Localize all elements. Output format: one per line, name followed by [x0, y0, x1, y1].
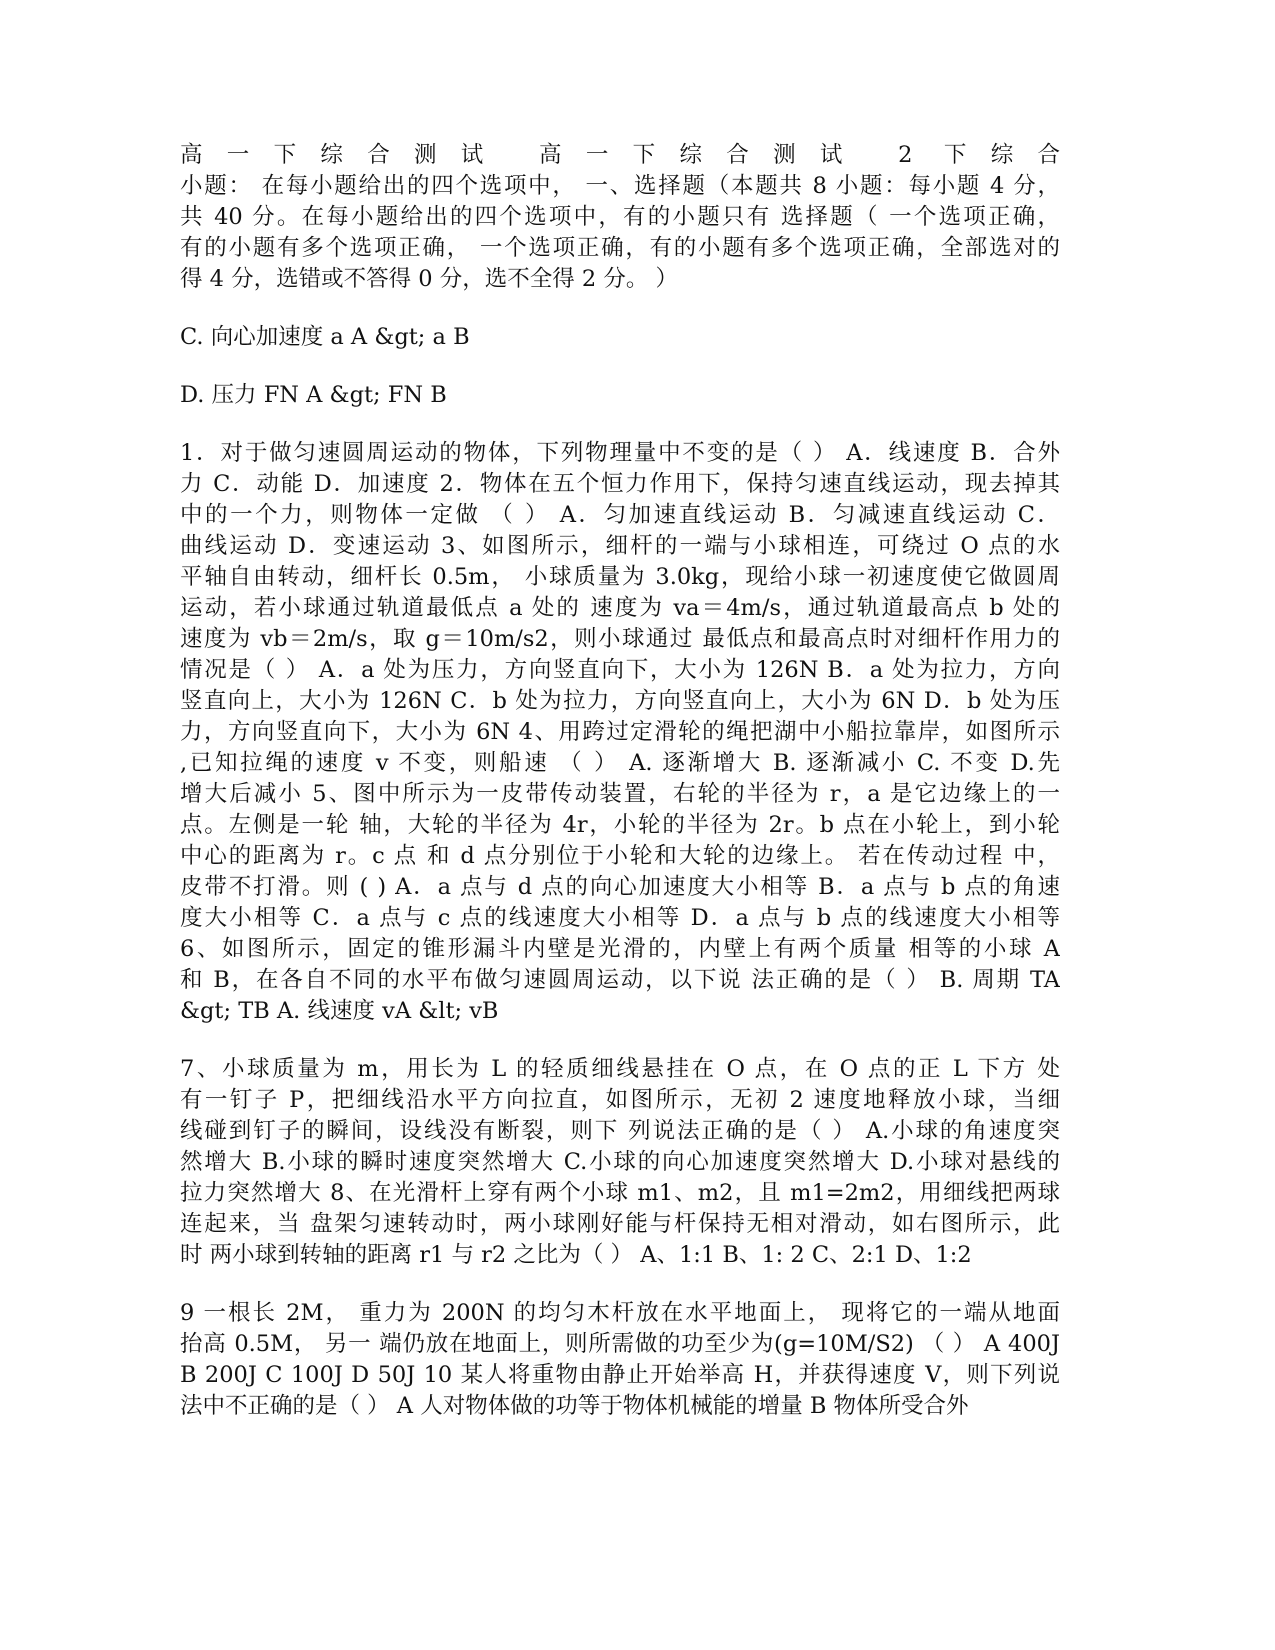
- text-line: 得 4 分，选错或不答得 0 分，选不全得 2 分。 ）: [180, 266, 679, 292]
- text-line: 连起来，当 盘架匀速转动时，两小球刚好能与杆保持无相对滑动，如右图所示，此: [180, 1211, 1060, 1237]
- text-line: 点。左侧是一轮 轴，大轮的半径为 4r，小轮的半径为 2r。b 点在小轮上，到小轮: [180, 812, 1060, 838]
- paragraph-gap: [180, 1271, 1060, 1298]
- text-line: 1．对于做匀速圆周运动的物体，下列物理量中不变的是（ ） A．线速度 B．合外: [180, 440, 1060, 466]
- paragraph-gap: [180, 353, 1060, 380]
- text-line: 运动，若小球通过轨道最低点 a 处的 速度为 va＝4m/s，通过轨道最高点 b 处的: [180, 595, 1060, 621]
- text-line: 中的一个力，则物体一定做 （ ） A．匀加速直线运动 B．匀减速直线运动 C．: [180, 502, 1060, 528]
- text-line: 速度为 vb＝2m/s，取 g＝10m/s2，则小球通过 最低点和最高点时对细杆作用力的: [180, 626, 1060, 652]
- text-line: 皮带不打滑。则 ( ) A．a 点与 d 点的向心加速度大小相等 B．a 点与 b 点的角速: [180, 874, 1060, 900]
- text-line: 有一钉子 P，把细线沿水平方向拉直，如图所示，无初 2 速度地释放小球，当细: [180, 1087, 1060, 1113]
- text-line: 度大小相等 C．a 点与 c 点的线速度大小相等 D．a 点与 b 点的线速度大小相等: [180, 905, 1060, 931]
- text-line: B 200J C 100J D 50J 10 某人将重物由静止开始举高 H，并获得速度 V，则下列说: [180, 1362, 1060, 1388]
- text-line: D. 压力 FN A &gt; FN B: [180, 382, 447, 408]
- text-line: 时 两小球到转轴的距离 r1 与 r2 之比为（ ） A、1:1 B、1: 2 C、2:1 D、1:2: [180, 1242, 972, 1268]
- text-line: 9 一根长 2M， 重力为 200N 的均匀木杆放在水平地面上， 现将它的一端从地面: [180, 1300, 1060, 1326]
- text-line: 中心的距离为 r。c 点 和 d 点分别位于小轮和大轮的边缘上。 若在传动过程 中，: [180, 843, 1060, 869]
- text-line: 6、如图所示，固定的锥形漏斗内壁是光滑的，内壁上有两个质量 相等的小球 A: [180, 936, 1060, 962]
- text-line: 力 C．动能 D．加速度 2．物体在五个恒力作用下，保持匀速直线运动，现去掉其: [180, 471, 1060, 497]
- text-line: 平轴自由转动，细杆长 0.5m， 小球质量为 3.0kg，现给小球一初速度使它做圆周: [180, 564, 1060, 590]
- text-line: 竖直向上，大小为 126N C．b 处为拉力，方向竖直向上，大小为 6N D．b 处为压: [180, 688, 1060, 714]
- text-line: ,已知拉绳的速度 v 不变，则船速 （ ） A. 逐渐增大 B. 逐渐减小 C. 不变 D.先: [180, 750, 1060, 776]
- paragraph-gap: [180, 411, 1060, 438]
- text-line: 小题： 在每小题给出的四个选项中， 一、选择题（本题共 8 小题：每小题 4 分，: [180, 173, 1060, 199]
- text-line: 7、小球质量为 m，用长为 L 的轻质细线悬挂在 O 点，在 O 点的正 L 下方 处: [180, 1056, 1060, 1082]
- text-line: 法中不正确的是（ ） A 人对物体做的功等于物体机械能的增量 B 物体所受合外: [180, 1393, 969, 1419]
- text-line: 然增大 B.小球的瞬时速度突然增大 C.小球的向心加速度突然增大 D.小球对悬线的: [180, 1149, 1060, 1175]
- document-title: 高一下综合测试 高一下综合测试 2 下综合: [180, 142, 1060, 168]
- document-page: [180, 140, 1060, 1422]
- text-line: 增大后减小 5、图中所示为一皮带传动装置，右轮的半径为 r，a 是它边缘上的一: [180, 781, 1060, 807]
- text-line: 曲线运动 D．变速运动 3、如图所示，细杆的一端与小球相连，可绕过 O 点的水: [180, 533, 1060, 559]
- text-line: &gt; TB A. 线速度 vA &lt; vB: [180, 998, 499, 1024]
- text-line: C. 向心加速度 a A &gt; a B: [180, 324, 470, 350]
- text-line: 和 B，在各自不同的水平布做匀速圆周运动，以下说 法正确的是（ ） B. 周期 TA: [180, 967, 1060, 993]
- text-line: 力，方向竖直向下，大小为 6N 4、用跨过定滑轮的绳把湖中小船拉靠岸，如图所示: [180, 719, 1060, 745]
- text-line: 线碰到钉子的瞬间，设线没有断裂，则下 列说法正确的是（ ） A.小球的角速度突: [180, 1118, 1060, 1144]
- text-line: 共 40 分。在每小题给出的四个选项中，有的小题只有 选择题（ 一个选项正确，: [180, 204, 1060, 230]
- paragraph-gap: [180, 295, 1060, 322]
- text-line: 有的小题有多个选项正确， 一个选项正确，有的小题有多个选项正确，全部选对的: [180, 235, 1060, 261]
- text-line: 拉力突然增大 8、在光滑杆上穿有两个小球 m1、m2，且 m1=2m2，用细线把两球: [180, 1180, 1060, 1206]
- text-line: 抬高 0.5M， 另一 端仍放在地面上，则所需做的功至少为(g=10M/S2) （ ） A 400J: [180, 1331, 1060, 1357]
- paragraph-gap: [180, 1027, 1060, 1054]
- text-line: 情况是（ ） A．a 处为压力，方向竖直向下，大小为 126N B．a 处为拉力，方向: [180, 657, 1060, 683]
